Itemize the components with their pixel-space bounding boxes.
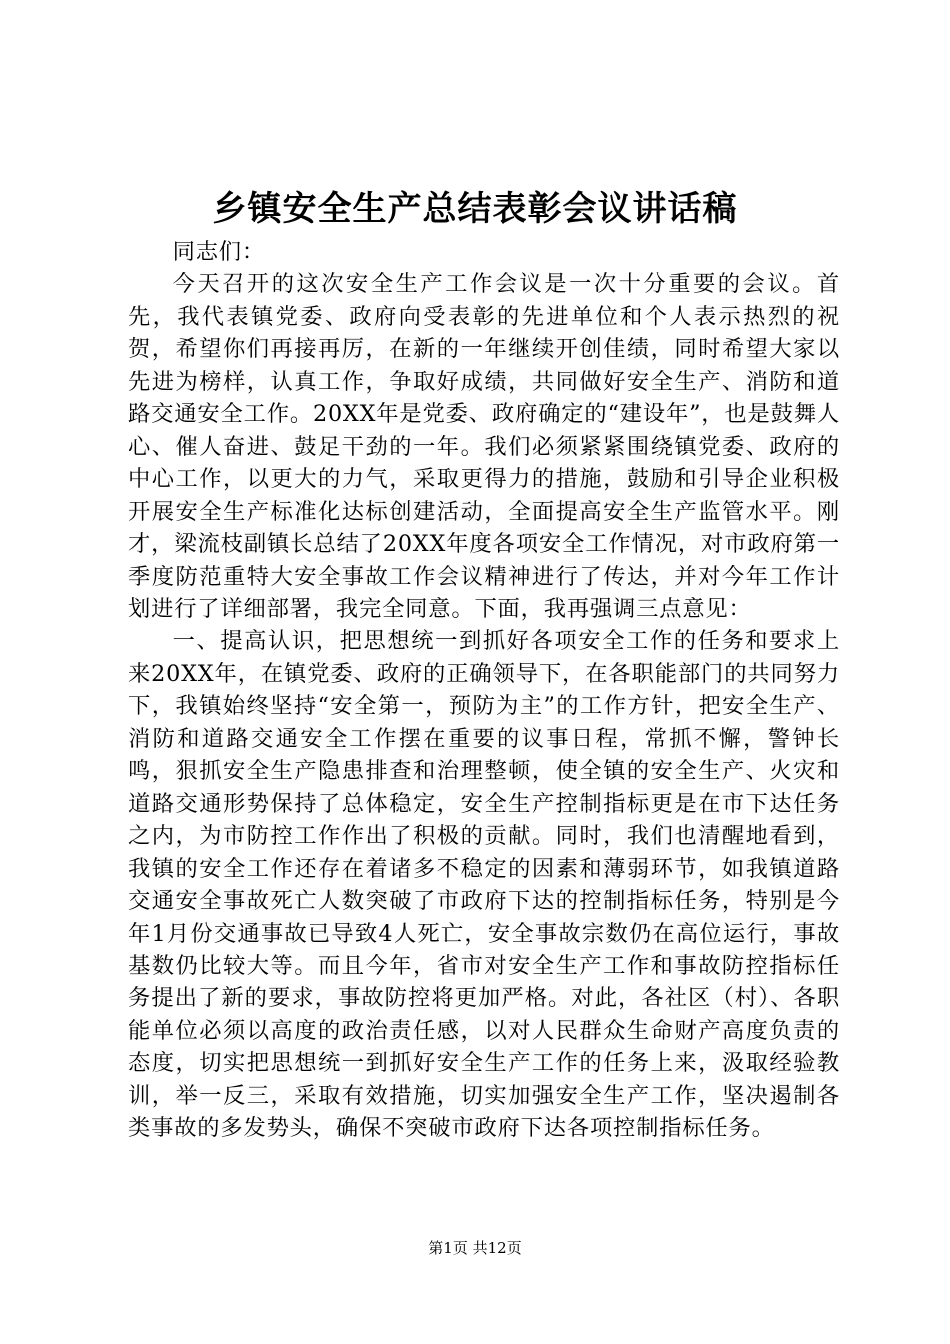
- paragraph-opening: 今天召开的这次安全生产工作会议是一次十分重要的会议。首先，我代表镇党委、政府向受表彰的先进单位和个人表示热烈的祝贺，希望你们再接再厉，在新的一年继续开创佳绩，同时希望大家以先进为榜样，认真工作，争取好成绩，共同做好安全生产、消防和道路交通安全工作。20XX年是党委、政府确定的“建设年”，也是鼓舞人心、催人奋进、鼓足干劲的一年。我们必须紧紧围绕镇党委、政府的中心工作，以更大的力气，采取更得力的措施，鼓励和引导企业积极开展安全生产标准化达标创建活动，全面提高安全生产监管水平。刚才，梁流枝副镇长总结了20XX年度各项安全工作情况，对市政府第一季度防范重特大安全事故工作会议精神进行了传达，并对今年工作计划进行了详细部署，我完全同意。下面，我再强调三点意见：: [128, 271, 840, 622]
- document-body: [128, 236, 840, 1145]
- paragraph-point-one: 一、提高认识，把思想统一到抓好各项安全工作的任务和要求上来20XX年，在镇党委、政府的正确领导下，在各职能部门的共同努力下，我镇始终坚持“安全第一，预防为主”的工作方针，把安全生产、消防和道路交通安全工作摆在重要的议事日程，常抓不懈，警钟长鸣，狠抓安全生产隐患排查和治理整顿，使全镇的安全生产、火灾和道路交通形势保持了总体稳定，安全生产控制指标更是在市下达任务之内，为市防控工作作出了积极的贡献。同时，我们也清醒地看到，我镇的安全工作还存在着诸多不稳定的因素和薄弱环节，如我镇道路交通安全事故死亡人数突破了市政府下达的控制指标任务，特别是今年1月份交通事故已导致4人死亡，安全事故宗数仍在高位运行，事故基数仍比较大等。而且今年，省市对安全生产工作和事故防控指标任务提出了新的要求，事故防控将更加严格。对此，各社区（村）、各职能单位必须以高度的政治责任感，以对人民群众生命财产高度负责的态度，切实把思想统一到抓好安全生产工作的任务上来，汲取经验教训，举一反三，采取有效措施，切实加强安全生产工作，坚决遏制各类事故的多发势头，确保不突破市政府下达各项控制指标任务。: [128, 628, 840, 1142]
- document-title: 乡镇安全生产总结表彰会议讲话稿: [212, 189, 738, 229]
- page-number-footer: 第1页 共12页: [428, 1239, 522, 1257]
- salutation: 同志们：: [172, 239, 265, 265]
